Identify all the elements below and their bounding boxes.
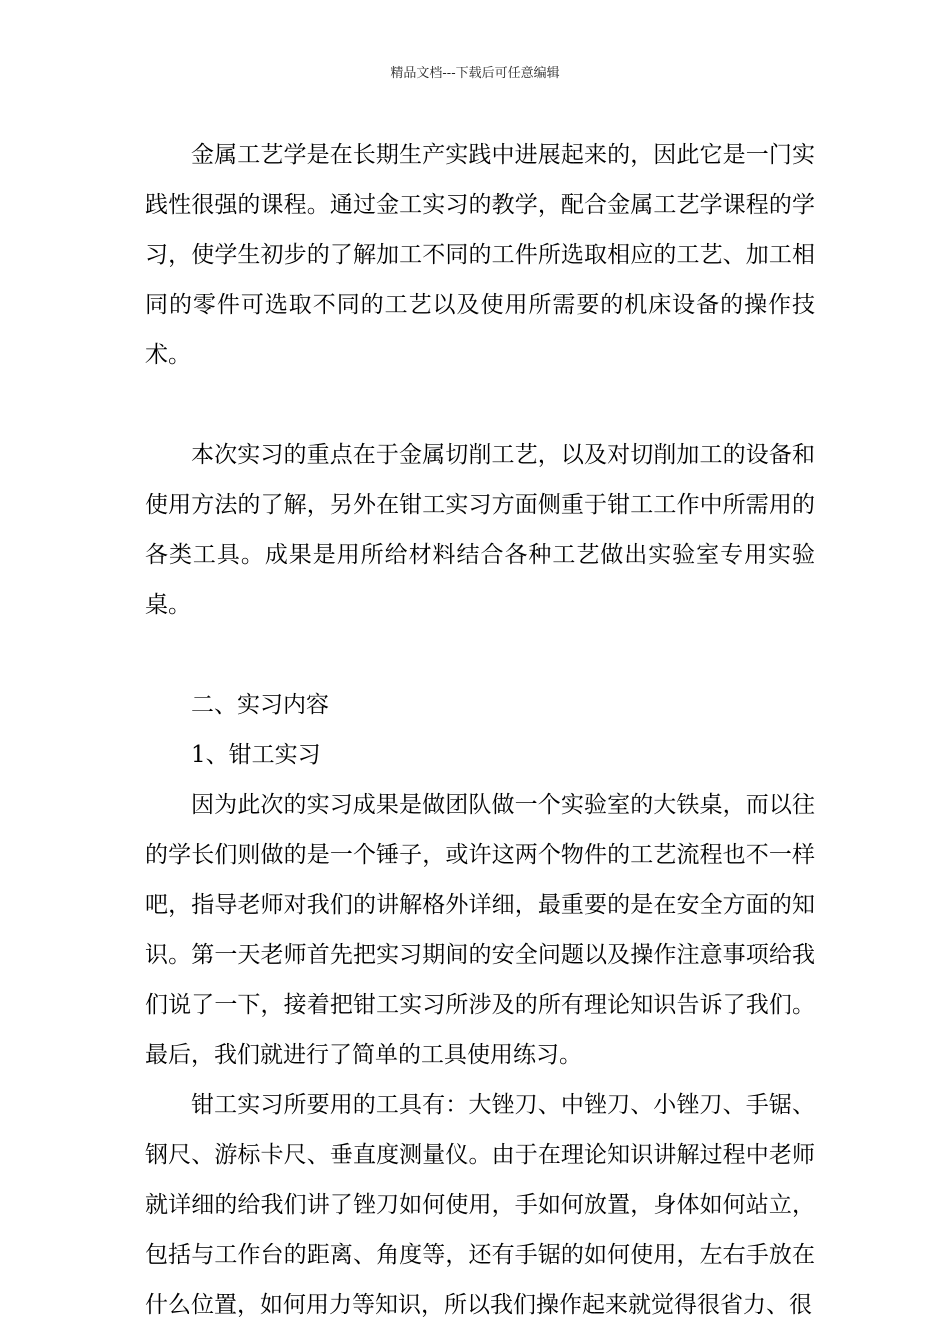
sub-heading: 1、钳工实习	[191, 742, 321, 768]
paragraph-focus: 本次实习的重点在于金属切削工艺，以及对切削加工的设备和使用方法的了解，另外在钳工实习方面侧重于钳工工作中所需用的各类工具。成果是用所给材料结合各种工艺做出实验室专用实验桌。	[145, 442, 815, 618]
paragraph-fitter-intro: 因为此次的实习成果是做团队做一个实验室的大铁桌，而以往的学长们则做的是一个锤子，或许这两个物件的工艺流程也不一样吧，指导老师对我们的讲解格外详细，最重要的是在安全方面的知识。第一天老师首先把实习期间的安全问题以及操作注意事项给我们说了一下，接着把钳工实习所涉及的所有理论知识告诉了我们。最后，我们就进行了简单的工具使用练习。	[145, 792, 815, 1068]
paragraph-fitter-tools: 钳工实习所要用的工具有：大锉刀、中锉刀、小锉刀、手锯、钢尺、游标卡尺、垂直度测量仪。由于在理论知识讲解过程中老师就详细的给我们讲了锉刀如何使用，手如何放置，身体如何站立，包括与工作台的距离、角度等，还有手锯的如何使用，左右手放在什么位置，如何用力等知识，所以我们操作起来就觉得很省力、很	[145, 1092, 815, 1318]
section-heading: 二、实习内容	[191, 692, 329, 718]
paragraph-gap	[145, 630, 815, 680]
page-header: 精品文档---下载后可任意编辑	[390, 66, 560, 81]
paragraph-intro: 金属工艺学是在长期生产实践中进展起来的，因此它是一门实践性很强的课程。通过金工实习的教学，配合金属工艺学课程的学习，使学生初步的了解加工不同的工件所选取相应的工艺、加工相同的零件可选取不同的工艺以及使用所需要的机床设备的操作技术。	[145, 142, 815, 368]
paragraph-gap	[145, 380, 815, 430]
document-body	[145, 130, 815, 1330]
